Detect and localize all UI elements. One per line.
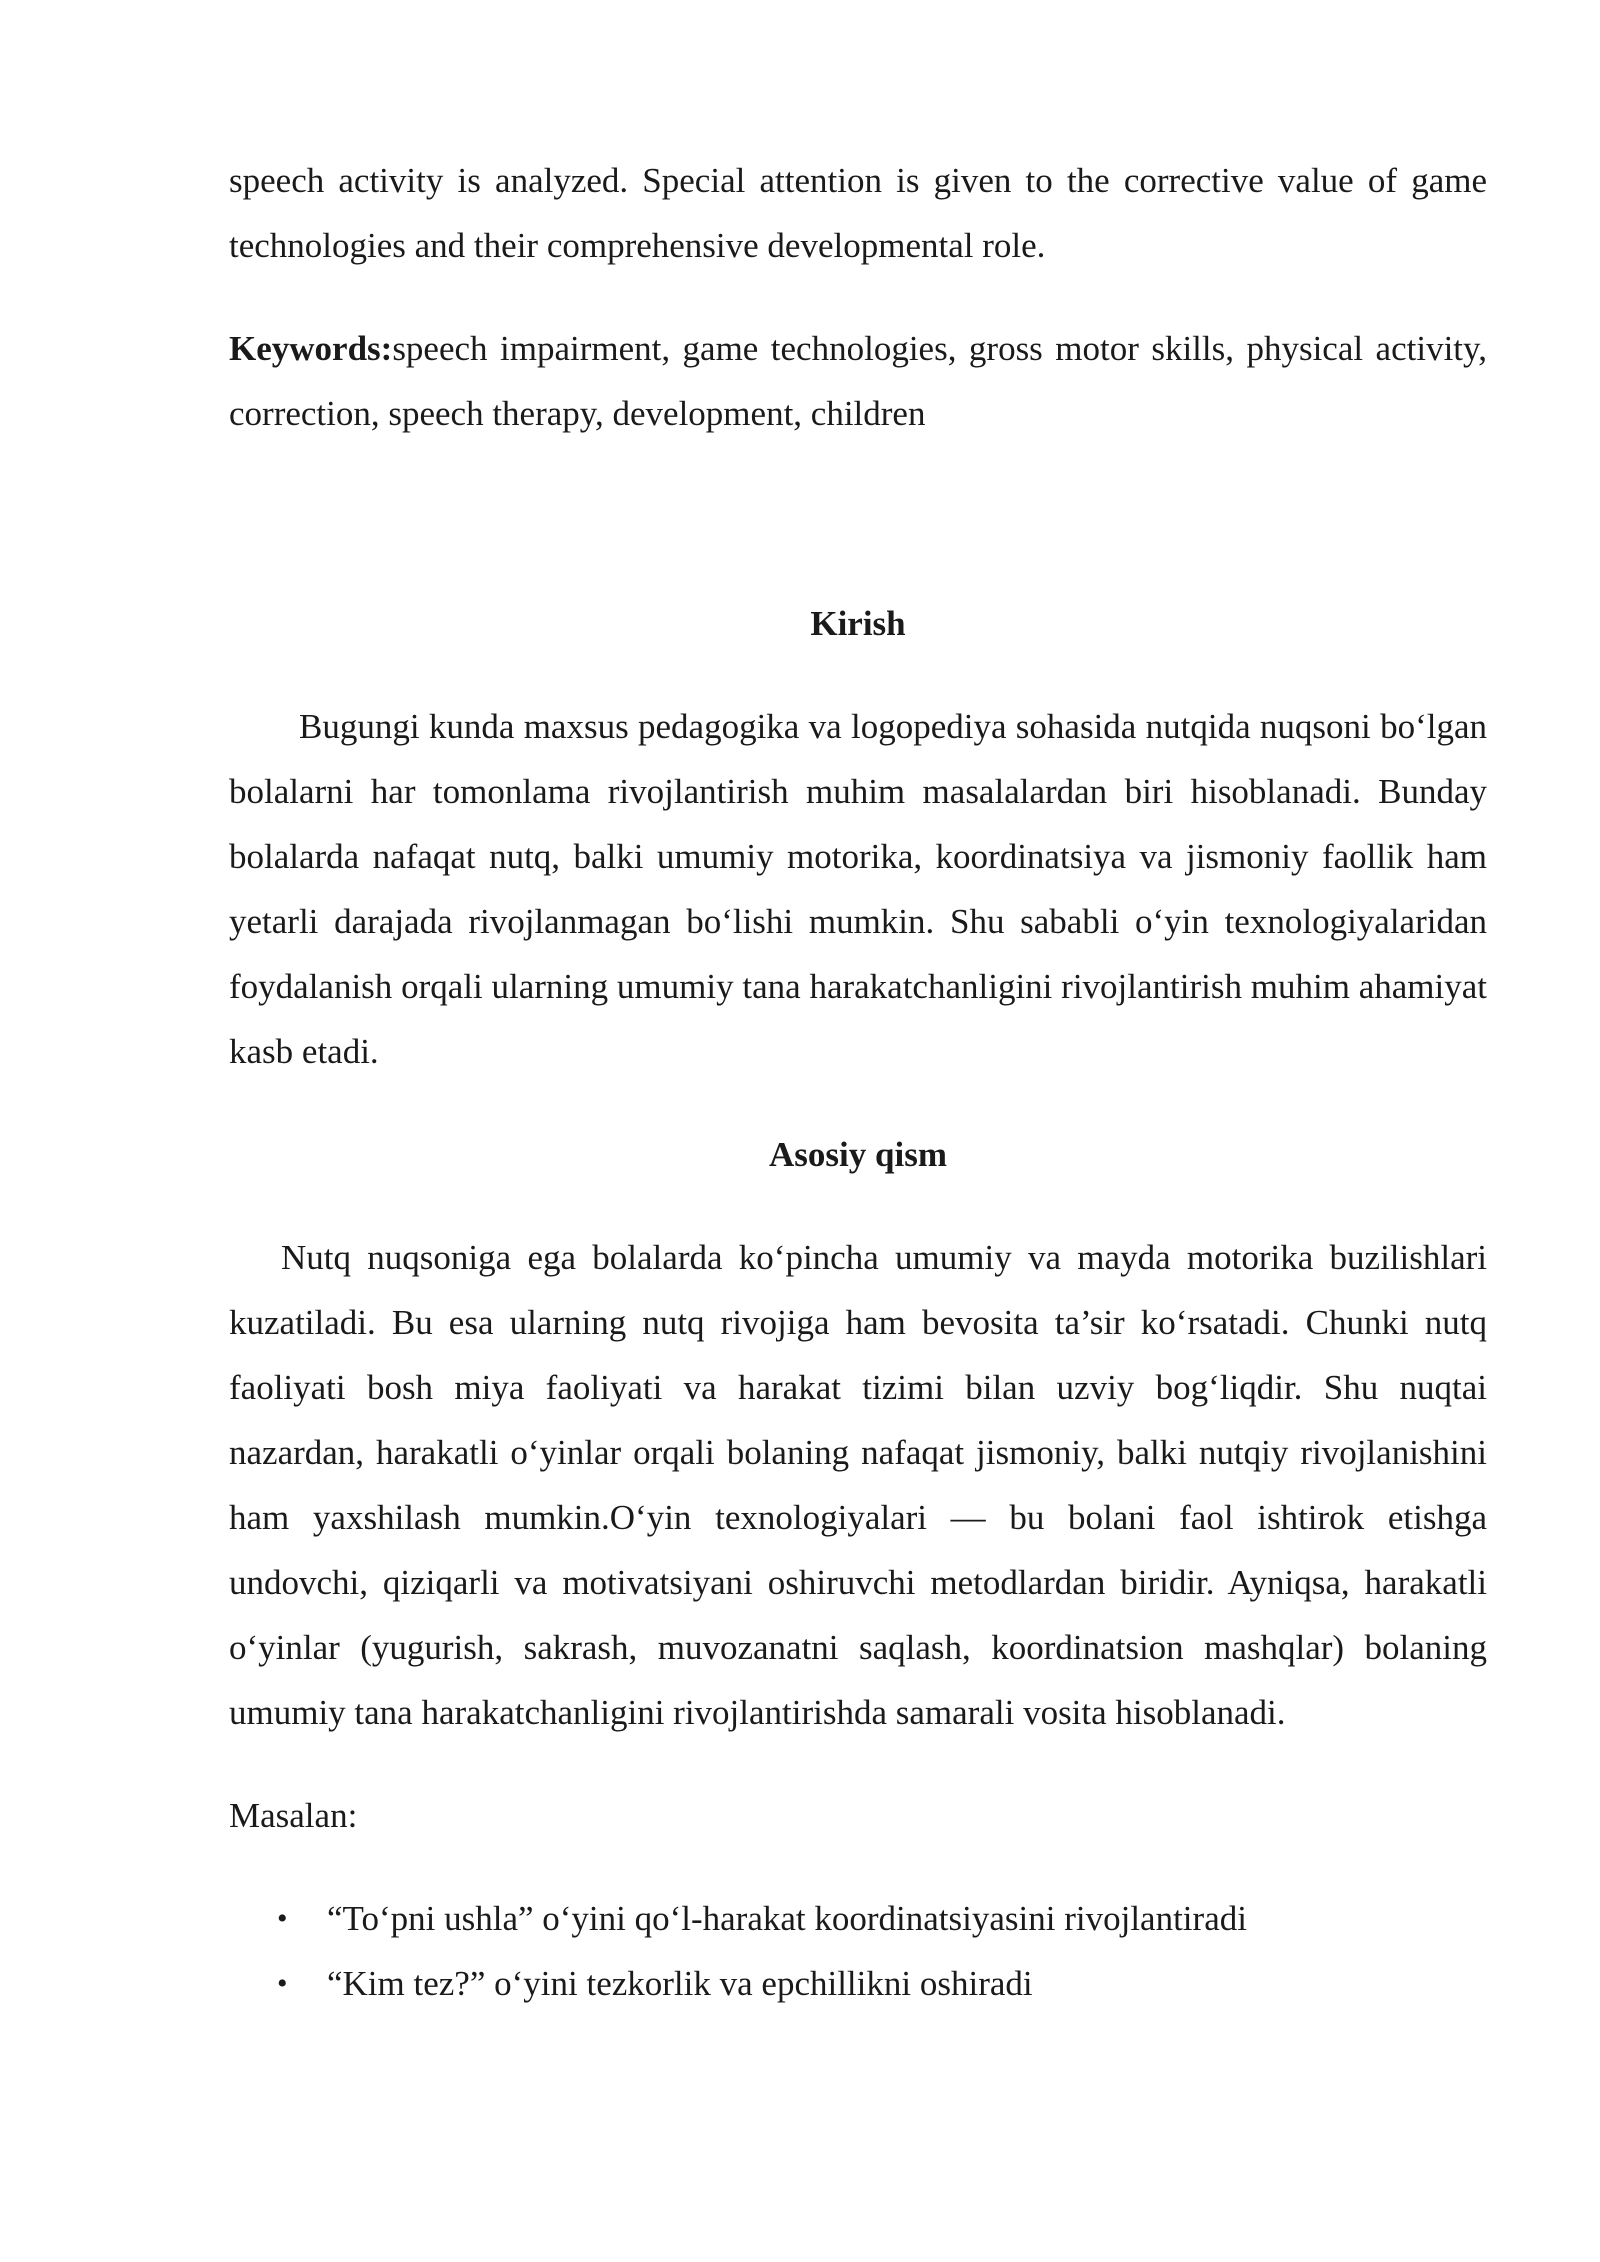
- bullet-icon: •: [277, 1902, 288, 1935]
- examples-list: [229, 1886, 1487, 2016]
- document-page: [229, 148, 1487, 2016]
- bullet-icon: •: [277, 1967, 288, 2000]
- main-paragraph: Nutq nuqsoniga ega bolalarda ko‘pincha umumiy va mayda motorika buzilishlari kuzatiladi. Bu esa ularning nutq rivojiga ham bevosita ta’sir ko‘rsatadi. Chunki nutq faoliyati bosh miya faoliyati va harakat tizimi bilan uzviy bog‘liqdir. Shu nuqtai nazardan, harakatli o‘yinlar orqali bolaning nafaqat jismoniy, balki nutqiy rivojlanishini ham yaxshilash mumkin.O‘yin texnologiyalari — bu bolani faol ishtirok etishga undovchi, qiziqarli va motivatsiyani oshiruvchi metodlardan biridir. Ayniqsa, harakatli o‘yinlar (yugurish, sakrash, muvozanatni saqlash, koordinatsion mashqlar) bolaning umumiy tana harakatchanligini rivojlantirishda samarali vosita hisoblanadi.: [229, 1238, 1487, 1732]
- list-item-text: “Kim tez?” o‘yini tezkorlik va epchillikni oshiradi: [327, 1964, 1033, 2003]
- abstract-tail: speech activity is analyzed. Special attention is given to the corrective value of game technologies and their comprehensive developmental role.: [229, 161, 1487, 265]
- intro-heading: Kirish: [810, 604, 906, 643]
- keywords-text: speech impairment, game technologies, gross motor skills, physical activity, correction, speech therapy, development, children: [229, 329, 1487, 433]
- keywords-paragraph: [229, 316, 1487, 446]
- list-item-text: “To‘pni ushla” o‘yini qo‘l-harakat koordinatsiyasini rivojlantiradi: [327, 1899, 1247, 1938]
- example-label: Masalan:: [229, 1796, 358, 1835]
- list-item: [229, 1886, 1487, 1951]
- main-heading: Asosiy qism: [769, 1135, 947, 1174]
- list-item: [229, 1951, 1487, 2016]
- keywords-label: Keywords:: [229, 329, 393, 368]
- intro-paragraph: Bugungi kunda maxsus pedagogika va logopediya sohasida nutqida nuqsoni bo‘lgan bolalarni har tomonlama rivojlantirish muhim masalalardan biri hisoblanadi. Bunday bolalarda nafaqat nutq, balki umumiy motorika, koordinatsiya va jismoniy faollik ham yetarli darajada rivojlanmagan bo‘lishi mumkin. Shu sababli o‘yin texnologiyalaridan foydalanish orqali ularning umumiy tana harakatchanligini rivojlantirish muhim ahamiyat kasb etadi.: [229, 707, 1487, 1071]
